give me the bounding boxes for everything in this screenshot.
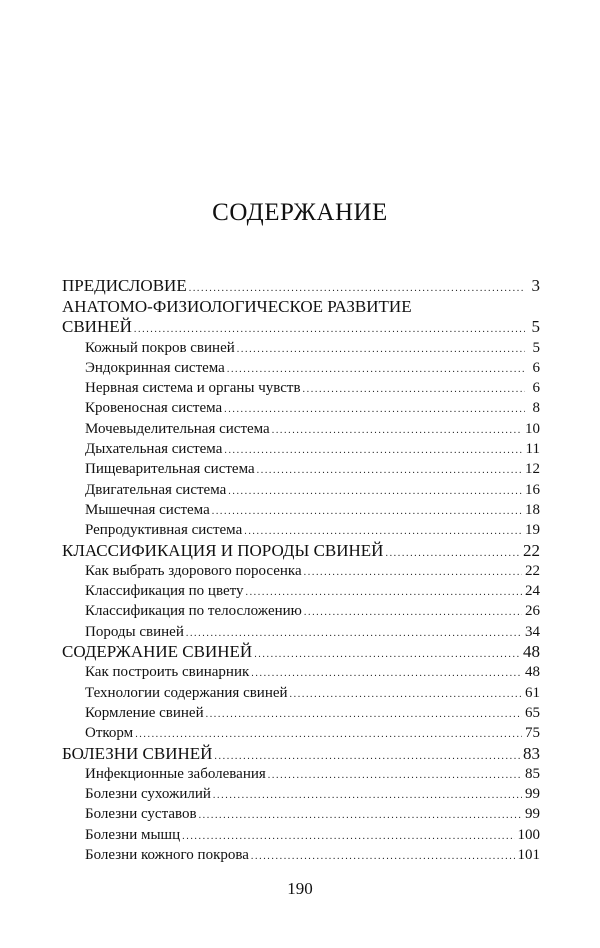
toc-entry-title: КЛАССИФИКАЦИЯ И ПОРОДЫ СВИНЕЙ: [62, 540, 384, 560]
toc-entry-title: Откорм: [85, 725, 134, 742]
toc-section-entry[interactable]: [62, 744, 540, 764]
toc-entry-page: 8: [532, 400, 540, 417]
toc-subsection-entry[interactable]: [62, 419, 540, 439]
toc-dot-leader: [268, 766, 522, 786]
toc-entry-title: АНАТОМО-ФИЗИОЛОГИЧЕСКОЕ РАЗВИТИЕ: [62, 297, 412, 317]
toc-dot-leader: [237, 340, 525, 360]
toc-subsection-entry[interactable]: [62, 845, 540, 865]
toc-entry-page: 101: [517, 847, 540, 864]
toc-entry-page: 22: [523, 540, 540, 560]
toc-subsection-entry[interactable]: [62, 683, 540, 703]
toc-dot-leader: [303, 380, 525, 400]
toc-entry-page: 6: [532, 359, 540, 376]
toc-entry-page: 99: [525, 806, 540, 823]
toc-subsection-entry[interactable]: [62, 622, 540, 642]
toc-entry-title: Классификация по телосложению: [85, 603, 302, 620]
toc-dot-leader: [227, 360, 525, 380]
toc-subsection-entry[interactable]: [62, 723, 540, 743]
toc-entry-title: Болезни суставов: [85, 806, 197, 823]
toc-entry-page: 12: [525, 461, 540, 478]
page-title: СОДЕРЖАНИЕ: [212, 199, 388, 226]
toc-dot-leader: [385, 544, 520, 564]
toc-dot-leader: [272, 421, 522, 441]
toc-subsection-entry[interactable]: [62, 764, 540, 784]
toc-entry-title: Нервная система и органы чувств: [85, 380, 301, 397]
toc-subsection-entry[interactable]: [62, 784, 540, 804]
toc-dot-leader: [199, 806, 522, 826]
toc-entry-page: 11: [525, 441, 540, 458]
toc-section-entry[interactable]: [62, 276, 540, 296]
toc-entry-title: Пищеварительная система: [85, 461, 255, 478]
toc-subsection-entry[interactable]: [62, 601, 540, 621]
toc-subsection-entry[interactable]: [62, 480, 540, 500]
toc-entry-page: 61: [525, 684, 540, 701]
toc-entry-page: 6: [532, 380, 540, 397]
toc-entry-title: Технологии содержания свиней: [85, 684, 288, 701]
toc-subsection-entry[interactable]: [62, 825, 540, 845]
toc-dot-leader: [213, 786, 522, 806]
toc-dot-leader: [290, 685, 522, 705]
toc-section-entry[interactable]: [62, 296, 540, 317]
toc-entry-page: 99: [525, 786, 540, 803]
toc-entry-page: 5: [531, 317, 540, 337]
toc-entry-title: Как выбрать здорового поросенка: [85, 562, 302, 579]
toc-entry-page: 83: [523, 743, 540, 763]
toc-subsection-entry[interactable]: [62, 358, 540, 378]
toc-dot-leader: [257, 461, 522, 481]
toc-subsection-entry[interactable]: [62, 500, 540, 520]
page-number: 190: [287, 879, 313, 898]
toc-entry-page: 19: [525, 522, 540, 539]
toc-dot-leader: [304, 603, 522, 623]
toc-entry-page: 18: [525, 501, 540, 518]
toc-entry-page: 48: [525, 664, 540, 681]
toc-entry-title: Классификация по цвету: [85, 583, 244, 600]
toc-entry-title: Репродуктивная система: [85, 522, 243, 539]
toc-entry-page: 5: [532, 339, 540, 356]
toc-entry-page: 85: [525, 765, 540, 782]
toc-entry-title: Породы свиней: [85, 623, 184, 640]
toc-entry-page: 100: [517, 826, 540, 843]
toc-subsection-entry[interactable]: [62, 338, 540, 358]
toc-dot-leader: [182, 827, 514, 847]
toc-dot-leader: [254, 645, 520, 665]
toc-dot-leader: [186, 624, 522, 644]
toc-subsection-entry[interactable]: [62, 561, 540, 581]
toc-entry-page: 34: [525, 623, 540, 640]
toc-subsection-entry[interactable]: [62, 520, 540, 540]
toc-entry-title: Кормление свиней: [85, 704, 204, 721]
toc-entry-title: СВИНЕЙ: [62, 317, 132, 337]
toc-entry-page: 22: [525, 562, 540, 579]
toc-section-entry[interactable]: [62, 541, 540, 561]
toc-entry-title: Как построить свинарник: [85, 664, 250, 681]
toc-subsection-entry[interactable]: [62, 378, 540, 398]
toc-subsection-entry[interactable]: [62, 459, 540, 479]
toc-dot-leader: [228, 482, 522, 502]
toc-subsection-entry[interactable]: [62, 703, 540, 723]
toc-entry-title: Эндокринная система: [85, 359, 225, 376]
toc-entry-page: 10: [525, 420, 540, 437]
toc-dot-leader: [304, 563, 522, 583]
toc-subsection-entry[interactable]: [62, 662, 540, 682]
toc-entry-title: БОЛЕЗНИ СВИНЕЙ: [62, 743, 213, 763]
toc-dot-leader: [245, 583, 522, 603]
toc-entry-title: Кожный покров свиней: [85, 339, 235, 356]
toc-entry-title: Болезни кожного покрова: [85, 847, 249, 864]
toc-entry-title: Мышечная система: [85, 501, 210, 518]
toc-section-entry[interactable]: [62, 642, 540, 662]
toc-subsection-entry[interactable]: [62, 804, 540, 824]
toc-entry-title: ПРЕДИСЛОВИЕ: [62, 276, 187, 295]
toc-entry-title: Дыхательная система: [85, 441, 223, 458]
toc-subsection-entry[interactable]: [62, 398, 540, 418]
toc-entry-title: СОДЕРЖАНИЕ СВИНЕЙ: [62, 642, 253, 662]
toc-entry-page: 26: [525, 603, 540, 620]
toc-subsection-entry[interactable]: [62, 439, 540, 459]
toc-entry-title: Инфекционные заболевания: [85, 765, 266, 782]
toc-entry-page: 3: [531, 276, 540, 295]
toc-entry-title: Двигательная система: [85, 481, 227, 498]
toc-dot-leader: [135, 725, 522, 745]
toc-dot-leader: [251, 664, 522, 684]
toc-entry-page: 24: [525, 583, 540, 600]
toc-entry-page: 75: [525, 725, 540, 742]
toc-entry-title: Болезни сухожилий: [85, 786, 211, 803]
toc-entry-page: 48: [523, 642, 540, 662]
toc-dot-leader: [212, 502, 522, 522]
toc-dot-leader: [206, 705, 522, 725]
toc-dot-leader: [244, 522, 522, 542]
toc-entry-page: 65: [525, 704, 540, 721]
toc-entry-title: Мочевыделительная система: [85, 420, 270, 437]
toc-entry-title: Кровеносная система: [85, 400, 223, 417]
toc-subsection-entry[interactable]: [62, 581, 540, 601]
toc-section-entry[interactable]: [62, 317, 540, 337]
toc-entry-title: Болезни мышц: [85, 826, 181, 843]
toc-dot-leader: [251, 847, 515, 867]
toc-dot-leader: [224, 400, 525, 420]
table-of-contents: [62, 276, 540, 865]
toc-entry-page: 16: [525, 481, 540, 498]
toc-dot-leader: [224, 441, 522, 461]
